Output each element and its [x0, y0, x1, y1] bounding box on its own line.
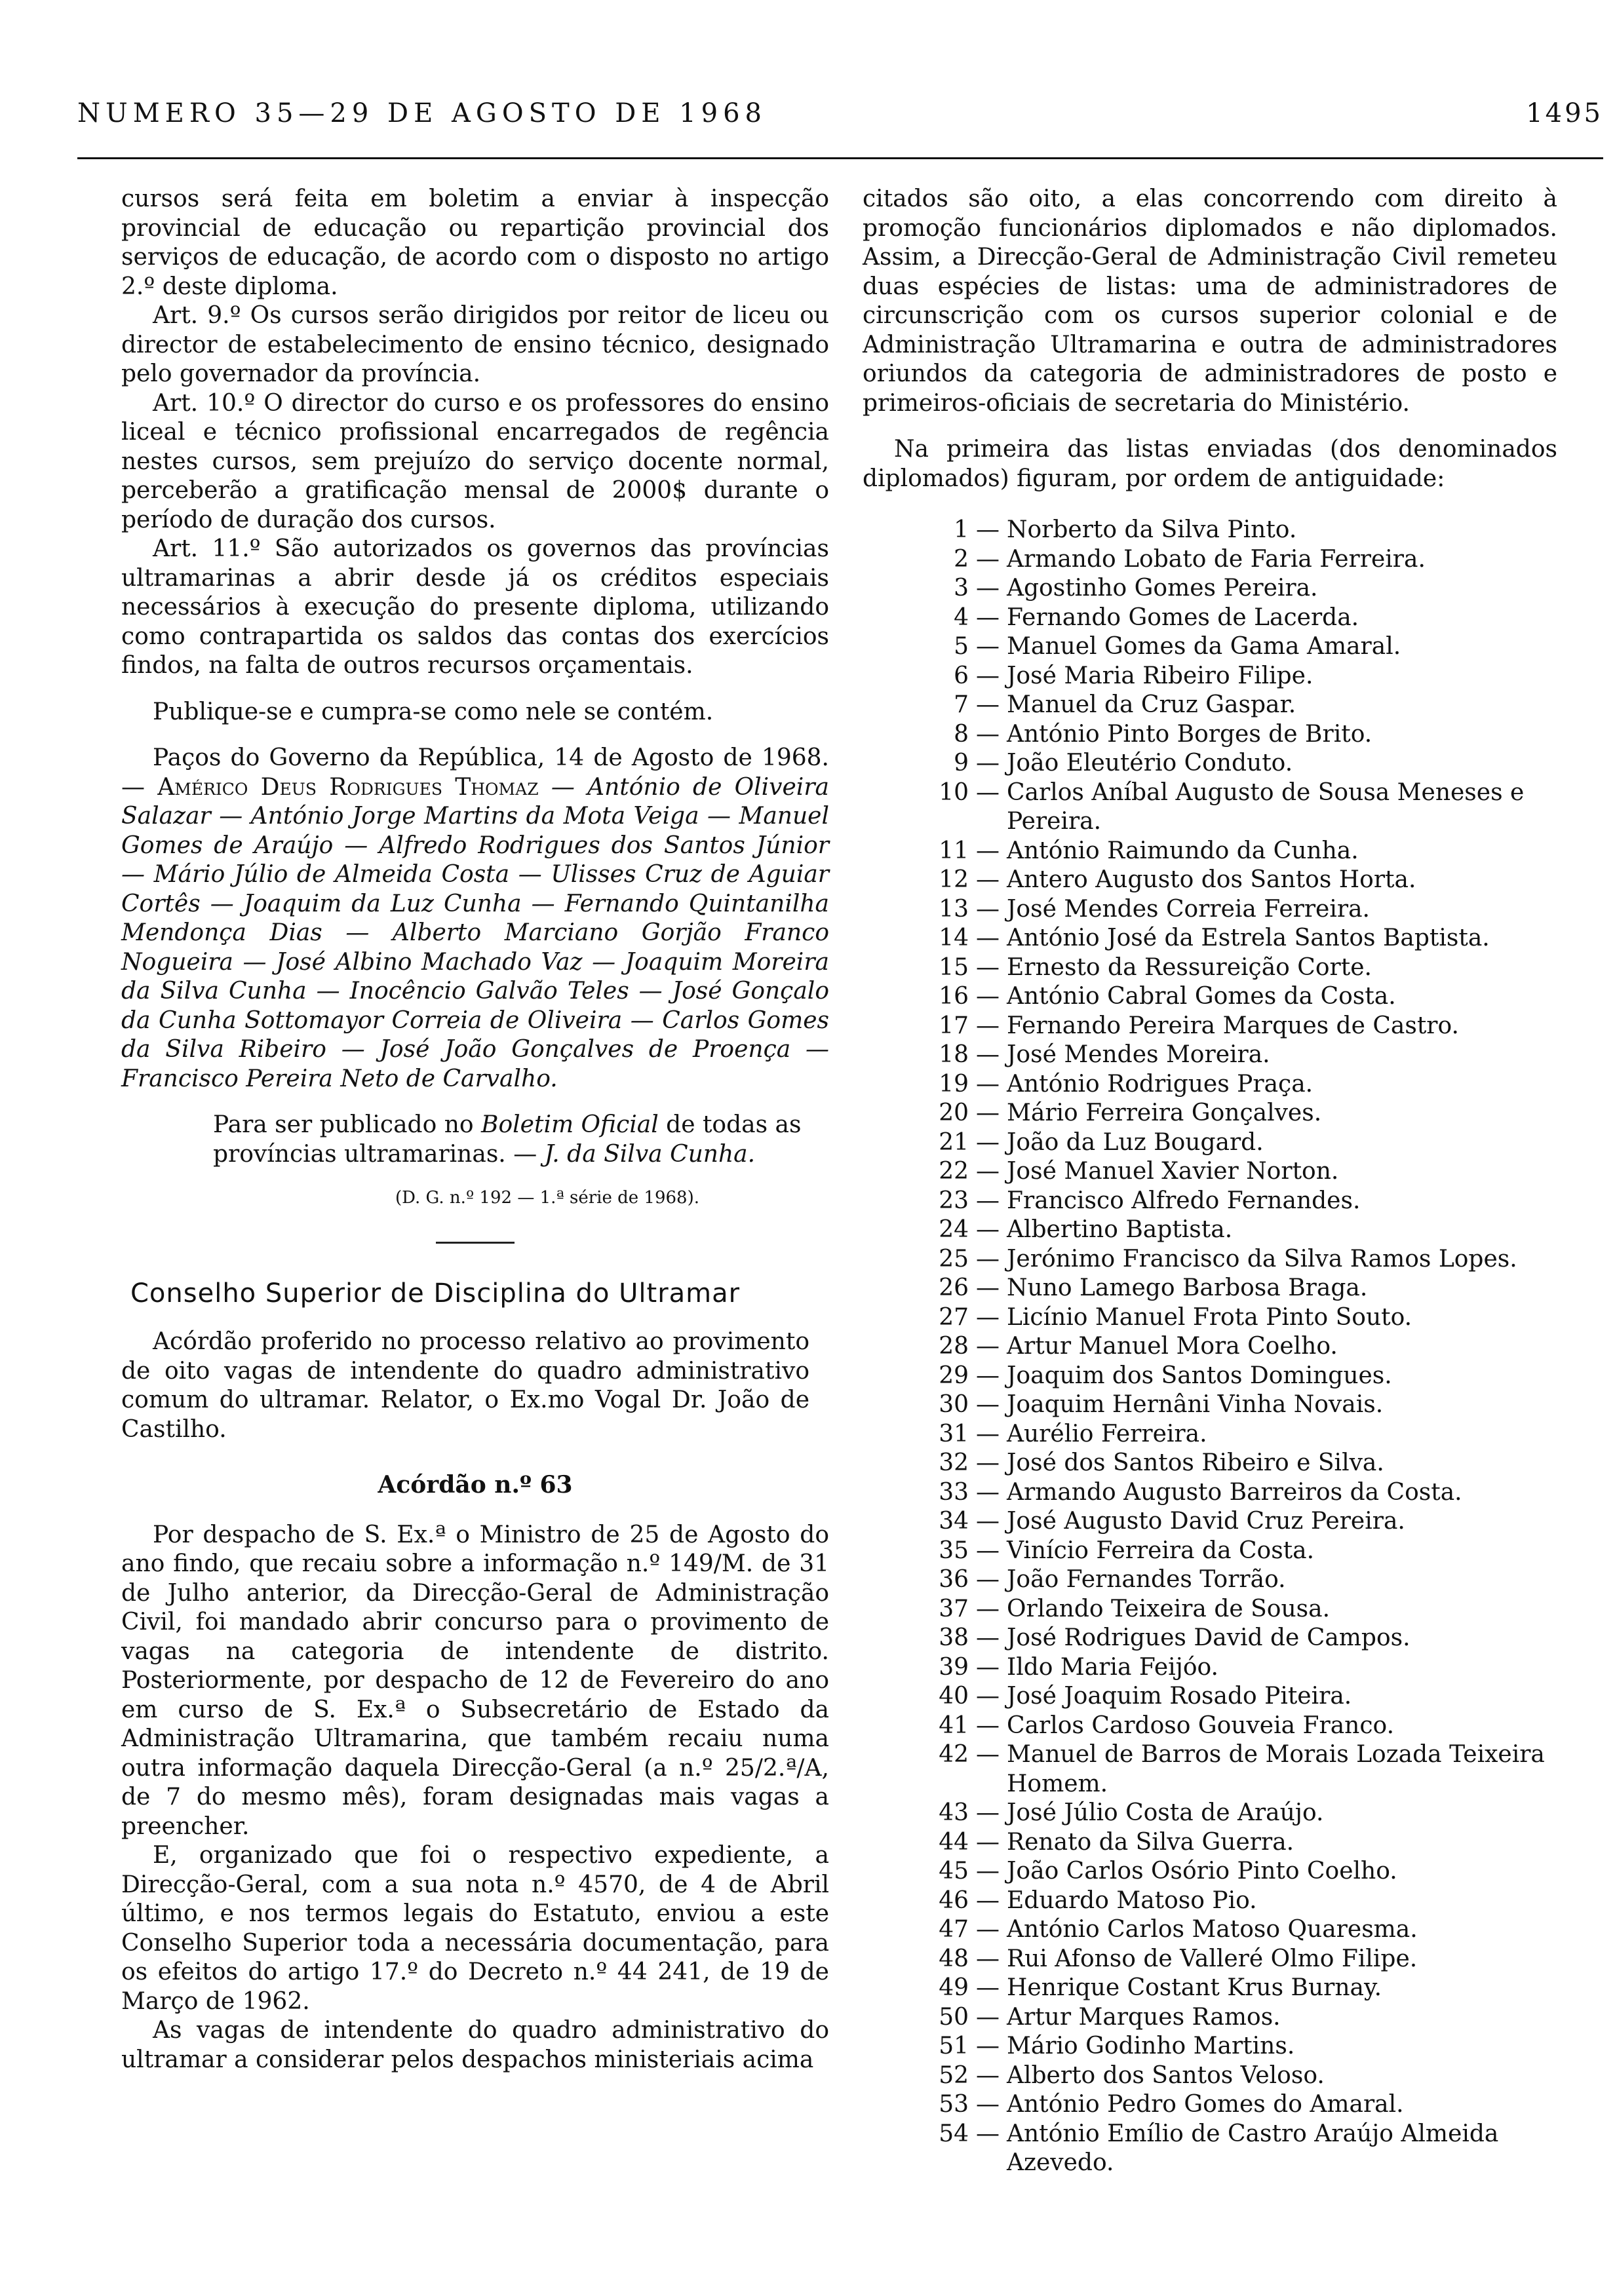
candidate-list — [863, 516, 1557, 2178]
list-item-dash: — — [976, 2061, 1000, 2089]
list-item-name: Joaquim Hernâni Vinha Novais. — [1007, 1391, 1384, 1418]
list-item-name: Licínio Manuel Frota Pinto Souto. — [1007, 1303, 1412, 1331]
list-item-name: Fernando Pereira Marques de Castro. — [1007, 1012, 1459, 1039]
list-item — [928, 632, 1557, 662]
body-paragraph-3: As vagas de intendente do quadro administrativo do ultramar a considerar pelos despachos ministeriais acima — [121, 2017, 829, 2073]
list-item-name: António Pedro Gomes do Amaral. — [1007, 2091, 1404, 2118]
list-item-name: José Mendes Moreira. — [1007, 1041, 1270, 1068]
list-item-number: 37 — [939, 1595, 969, 1622]
list-item-dash: — — [976, 1041, 1000, 1068]
list-item-dash: — — [976, 1799, 1000, 1826]
list-item — [928, 953, 1557, 983]
list-item — [928, 516, 1557, 545]
list-item-dash: — — [976, 662, 1000, 689]
list-item-name: José Joaquim Rosado Piteira. — [1007, 1683, 1352, 1710]
publication-signer: J. da Silva Cunha. — [544, 1140, 756, 1168]
signature-block — [121, 744, 829, 1094]
list-item — [928, 545, 1557, 575]
list-item — [928, 1799, 1557, 1828]
list-item-name: António Pinto Borges de Brito. — [1007, 720, 1372, 748]
list-item — [928, 2003, 1557, 2033]
list-item-dash: — — [976, 1420, 1000, 1447]
list-item — [928, 1595, 1557, 1624]
list-item-dash: — — [976, 1683, 1000, 1710]
article-9: Art. 9.º Os cursos serão dirigidos por reitor de liceu ou director de estabelecimento de ensino técnico, designado pelo governador da província. — [121, 302, 829, 387]
list-item-dash: — — [976, 1653, 1000, 1681]
list-item-number: 7 — [954, 691, 969, 718]
signature-president: Américo Deus Rodrigues Thomaz — [157, 773, 539, 801]
source-citation: (D. G. n.º 192 — 1.ª série de 1968). — [395, 1188, 700, 1208]
list-item — [928, 1157, 1557, 1187]
article-10: Art. 10.º O director do curso e os professores do ensino liceal e técnico profissional encarregados de regência nestes cursos, sem prejuízo do serviço docente normal, perceberão a gratificação mensal de 2000$ durante o período de duração dos cursos. — [121, 389, 829, 533]
list-item-dash: — — [976, 691, 1000, 718]
section-divider — [436, 1242, 515, 1248]
list-item-dash: — — [976, 1303, 1000, 1331]
list-item — [928, 749, 1557, 778]
list-item-dash: — — [976, 1945, 1000, 1972]
list-item-number: 17 — [939, 1012, 969, 1039]
list-item-dash: — — [976, 1070, 1000, 1098]
list-item — [928, 1245, 1557, 1274]
list-item — [928, 1857, 1557, 1886]
list-item-name: Ildo Maria Feijóo. — [1007, 1653, 1218, 1681]
list-item — [928, 2061, 1557, 2091]
list-item-name: António Rodrigues Praça. — [1007, 1070, 1313, 1098]
list-item — [928, 1390, 1557, 1420]
list-item-name: Carlos Aníbal Augusto de Sousa Meneses e Pereira. — [1007, 778, 1525, 835]
list-item-name: Orlando Teixeira de Sousa. — [1007, 1595, 1331, 1622]
list-item-dash: — — [976, 1012, 1000, 1039]
list-item-dash: — — [976, 1391, 1000, 1418]
list-item-number: 41 — [939, 1712, 969, 1739]
list-item-name: João Fernandes Torrão. — [1007, 1566, 1286, 1593]
list-item — [928, 691, 1557, 720]
list-item-dash: — — [976, 1886, 1000, 1914]
list-item — [928, 837, 1557, 866]
list-item-dash: — — [976, 983, 1000, 1010]
list-item-number: 43 — [939, 1799, 969, 1826]
list-item-name: Alberto dos Santos Veloso. — [1007, 2061, 1325, 2089]
list-item-name: José Júlio Costa de Araújo. — [1007, 1799, 1324, 1826]
list-item — [928, 1712, 1557, 1741]
list-item-name: Armando Augusto Barreiros da Costa. — [1007, 1478, 1462, 1506]
list-item-name: Manuel de Barros de Morais Lozada Teixeira Homem. — [1007, 1741, 1545, 1797]
list-item-dash: — — [976, 2120, 1000, 2147]
list-item-number: 6 — [954, 662, 969, 689]
list-item-name: António José da Estrela Santos Baptista. — [1007, 925, 1490, 951]
list-item-name: Aurélio Ferreira. — [1007, 1420, 1207, 1447]
list-item — [928, 866, 1557, 895]
list-item-dash: — — [976, 778, 1000, 806]
list-item-number: 46 — [939, 1886, 969, 1914]
list-item-number: 14 — [939, 925, 969, 951]
list-item-dash: — — [976, 1916, 1000, 1943]
list-item — [928, 1945, 1557, 1974]
list-item-number: 45 — [939, 1858, 969, 1885]
list-item-number: 23 — [939, 1187, 969, 1214]
case-summary: Acórdão proferido no processo relativo ao provimento de oito vagas de intendente do quadro administrativo comum do ultramar. Relator, o Ex.mo Vogal Dr. João de Castilho. — [121, 1328, 809, 1443]
paragraph: cursos será feita em boletim a enviar à inspecção provincial de educação ou repartição provincial dos serviços de educação, de acordo com o disposto no artigo 2.º deste diploma. — [121, 185, 829, 300]
list-item-number: 47 — [939, 1916, 969, 1943]
list-item-dash: — — [976, 1187, 1000, 1214]
list-item-dash: — — [976, 1216, 1000, 1243]
list-item-number: 35 — [939, 1537, 969, 1564]
list-item-dash: — — [976, 1158, 1000, 1185]
list-item — [928, 1012, 1557, 1041]
list-item-name: Antero Augusto dos Santos Horta. — [1007, 866, 1416, 893]
list-item-number: 22 — [939, 1158, 969, 1185]
publish-clause: Publique-se e cumpra-se como nele se contém. — [153, 698, 714, 725]
list-item-number: 2 — [954, 545, 969, 573]
list-item-name: Artur Marques Ramos. — [1007, 2003, 1281, 2031]
list-item-number: 3 — [954, 575, 969, 602]
list-item-dash: — — [976, 1333, 1000, 1360]
list-item-name: Artur Manuel Mora Coelho. — [1007, 1333, 1338, 1360]
list-item-dash: — — [976, 2091, 1000, 2118]
list-item — [928, 1682, 1557, 1712]
issue-line: NUMERO 35—29 DE AGOSTO DE 1968 — [77, 98, 767, 128]
list-item-dash: — — [976, 1858, 1000, 1885]
acordao-title: Acórdão n.º 63 — [378, 1471, 573, 1499]
list-item-number: 48 — [939, 1945, 969, 1972]
list-item-dash: — — [976, 837, 1000, 864]
list-item — [928, 1332, 1557, 1362]
list-item-name: António Cabral Gomes da Costa. — [1007, 983, 1396, 1010]
list-item-number: 4 — [954, 603, 969, 631]
list-item-name: Ernesto da Ressureição Corte. — [1007, 953, 1372, 981]
list-item-dash: — — [976, 1508, 1000, 1535]
list-item-number: 28 — [939, 1333, 969, 1360]
list-item-name: Fernando Gomes de Lacerda. — [1007, 603, 1359, 631]
list-item-name: Rui Afonso de Valleré Olmo Filipe. — [1007, 1945, 1418, 1972]
list-item-number: 16 — [939, 983, 969, 1010]
list-item-number: 21 — [939, 1128, 969, 1156]
list-item-dash: — — [976, 575, 1000, 602]
list-item-number: 31 — [939, 1420, 969, 1447]
list-item-number: 34 — [939, 1508, 969, 1535]
list-item — [928, 662, 1557, 691]
list-item-name: José dos Santos Ribeiro e Silva. — [1007, 1449, 1384, 1476]
list-item-dash: — — [976, 545, 1000, 573]
list-item-number: 53 — [939, 2091, 969, 2118]
list-item — [928, 2120, 1557, 2178]
list-item-name: Norberto da Silva Pinto. — [1007, 516, 1297, 543]
list-item — [928, 1099, 1557, 1128]
publication-suffix: de todas as províncias ultramarinas. — — [213, 1111, 802, 1168]
list-item-dash: — — [976, 1595, 1000, 1622]
list-item-number: 44 — [939, 1828, 969, 1856]
list-item — [928, 1828, 1557, 1858]
publication-prefix: Para ser publicado no — [213, 1111, 474, 1138]
list-item — [928, 1478, 1557, 1508]
list-item-name: Jerónimo Francisco da Silva Ramos Lopes. — [1007, 1245, 1517, 1272]
list-intro: Na primeira das listas enviadas (dos denominados diplomados) figuram, por ordem de antiguidade: — [863, 436, 1557, 492]
list-item-dash: — — [976, 1537, 1000, 1564]
list-item — [928, 1362, 1557, 1391]
list-item-number: 29 — [939, 1362, 969, 1389]
list-item — [928, 1653, 1557, 1683]
list-item — [928, 1740, 1557, 1799]
list-item-name: Mário Ferreira Gonçalves. — [1007, 1100, 1322, 1126]
list-item-name: João da Luz Bougard. — [1007, 1128, 1264, 1156]
list-item — [928, 1274, 1557, 1303]
list-item-dash: — — [976, 866, 1000, 893]
list-item-dash: — — [976, 1128, 1000, 1156]
continuation-paragraph: citados são oito, a elas concorrendo com direito à promoção funcionários diplomados e não diplomados. Assim, a Direcção-Geral de Administração Civil remeteu duas espécies de listas: uma de administradores de circunscrição com os cursos superior colonial e de Administração Ultramarina e outra de administradores oriundos da categoria de administradores de posto e primeiros-oficiais de secretaria do Ministério. — [863, 185, 1557, 417]
list-item-number: 40 — [939, 1683, 969, 1710]
list-item — [928, 1449, 1557, 1478]
list-item — [928, 982, 1557, 1012]
list-item-number: 10 — [939, 778, 969, 806]
list-item-name: Henrique Costant Krus Burnay. — [1007, 1974, 1382, 2001]
list-item-name: António Carlos Matoso Quaresma. — [1007, 1916, 1418, 1943]
list-item — [928, 1215, 1557, 1245]
list-item-dash: — — [976, 633, 1000, 660]
list-item-name: Eduardo Matoso Pio. — [1007, 1886, 1257, 1914]
list-item-number: 12 — [939, 866, 969, 893]
list-item-number: 11 — [939, 837, 969, 864]
list-item-dash: — — [976, 1566, 1000, 1593]
list-item-number: 32 — [939, 1449, 969, 1476]
list-item-dash: — — [976, 750, 1000, 776]
publication-journal: Boletim Oficial — [481, 1111, 659, 1138]
list-item-dash: — — [976, 1974, 1000, 2001]
list-item-number: 19 — [939, 1070, 969, 1098]
list-item — [928, 2090, 1557, 2120]
list-item — [928, 778, 1557, 837]
list-item-dash: — — [976, 1245, 1000, 1272]
section-title: Conselho Superior de Disciplina do Ultramar — [130, 1278, 741, 1309]
list-item-name: Joaquim dos Santos Domingues. — [1007, 1362, 1392, 1389]
list-item-number: 27 — [939, 1303, 969, 1331]
list-item-number: 51 — [939, 2033, 969, 2059]
list-item-name: Agostinho Gomes Pereira. — [1007, 575, 1318, 602]
list-item-dash: — — [976, 925, 1000, 951]
list-item-name: Albertino Baptista. — [1007, 1216, 1233, 1243]
list-item-dash: — — [976, 1712, 1000, 1739]
list-item-number: 49 — [939, 1974, 969, 2001]
list-item — [928, 1537, 1557, 1566]
list-item-name: Manuel da Cruz Gaspar. — [1007, 691, 1296, 718]
list-item-dash: — — [976, 1100, 1000, 1126]
list-item — [928, 1624, 1557, 1653]
list-item-name: Francisco Alfredo Fernandes. — [1007, 1187, 1361, 1214]
list-item-number: 24 — [939, 1216, 969, 1243]
list-item-number: 52 — [939, 2061, 969, 2089]
left-column — [121, 185, 829, 2075]
list-item-number: 42 — [939, 1741, 969, 1768]
list-item-name: Nuno Lamego Barbosa Braga. — [1007, 1274, 1368, 1301]
list-item — [928, 1507, 1557, 1537]
list-item — [928, 1886, 1557, 1916]
list-item — [928, 2032, 1557, 2061]
list-item — [928, 1303, 1557, 1333]
body-paragraph-1: Por despacho de S. Ex.ª o Ministro de 25 de Agosto do ano findo, que recaiu sobre a informação n.º 149/M. de 31 de Julho anterior, da Direcção-Geral de Administração Civil, foi mandado abrir concurso para o provimento de vagas na categoria de intendente de distrito. Posteriormente, por despacho de 12 de Fevereiro do ano em curso de S. Ex.ª o Subsecretário de Estado da Administração Ultramarina, que também recaiu numa outra informação daquela Direcção-Geral (a n.º 25/2.ª/A, de 7 do mesmo mês), foram designadas mais vagas a preencher. — [121, 1521, 829, 1840]
list-item — [928, 1565, 1557, 1595]
list-item-number: 15 — [939, 953, 969, 981]
list-item-dash: — — [976, 1362, 1000, 1389]
list-item-dash: — — [976, 2033, 1000, 2059]
list-item-name: Carlos Cardoso Gouveia Franco. — [1007, 1712, 1395, 1739]
list-item-number: 39 — [939, 1653, 969, 1681]
list-item — [928, 1420, 1557, 1449]
list-item-dash: — — [976, 895, 1000, 923]
list-item-dash: — — [976, 1478, 1000, 1506]
list-item-name: João Eleutério Conduto. — [1007, 750, 1293, 776]
list-item-name: António Emílio de Castro Araújo Almeida Azevedo. — [1007, 2120, 1499, 2176]
list-item-number: 20 — [939, 1100, 969, 1126]
list-item — [928, 1128, 1557, 1158]
page-number: 1495 — [1526, 98, 1603, 128]
list-item — [928, 1041, 1557, 1070]
right-column — [863, 185, 1557, 2178]
list-item-name: José Mendes Correia Ferreira. — [1007, 895, 1370, 923]
list-item-dash: — — [976, 953, 1000, 981]
list-item-name: Vinício Ferreira da Costa. — [1007, 1537, 1315, 1564]
list-item-number: 26 — [939, 1274, 969, 1301]
list-item-dash: — — [976, 1828, 1000, 1856]
list-item-name: José Rodrigues David de Campos. — [1007, 1624, 1411, 1651]
list-item-name: João Carlos Osório Pinto Coelho. — [1007, 1858, 1397, 1885]
list-item — [928, 574, 1557, 603]
list-item-number: 36 — [939, 1566, 969, 1593]
list-item-dash: — — [976, 2003, 1000, 2031]
list-item-name: José Augusto David Cruz Pereira. — [1007, 1508, 1405, 1535]
list-item-dash: — — [976, 603, 1000, 631]
list-item — [928, 720, 1557, 750]
article-11: Art. 11.º São autorizados os governos das províncias ultramarinas a abrir desde já os créditos especiais necessários à execução do presente diploma, utilizando como contrapartida os saldos das contas dos exercícios findos, na falta de outros recursos orçamentais. — [121, 535, 829, 679]
list-item — [928, 1070, 1557, 1100]
list-item-number: 5 — [954, 633, 969, 660]
list-item-name: José Manuel Xavier Norton. — [1007, 1158, 1339, 1185]
list-item-dash: — — [976, 1449, 1000, 1476]
publication-note — [121, 1111, 829, 1169]
list-item-dash: — — [976, 720, 1000, 748]
signature-names: — António de Oliveira Salazar — António Jorge Martins da Mota Veiga — Manuel Gomes de Araújo — Alfredo Rodrigues dos Santos Júnior — Mário Júlio de Almeida Costa — Ulisses Cruz de Aguiar Cortês — Joaquim da Luz Cunha — Fernando Quintanilha Mendonça Dias — Alberto Marciano Gorjão Franco Nogueira — José Albino Machado Vaz — Joaquim Moreira da Silva Cunha — Inocêncio Galvão Teles — José Gonçalo da Cunha Sottomayor Correia de Oliveira — Carlos Gomes da Silva Ribeiro — José João Gonçalves de Proença — Francisco Pereira Neto de Carvalho. — [121, 773, 829, 1092]
list-item-number: 38 — [939, 1624, 969, 1651]
list-item-number: 33 — [939, 1478, 969, 1506]
list-item-dash: — — [976, 516, 1000, 543]
list-item — [928, 1974, 1557, 2003]
list-item-dash: — — [976, 1624, 1000, 1651]
list-item-number: 1 — [954, 516, 969, 543]
signature-intro: Paços do Governo da República, 14 de Agosto de 1968. — — [121, 744, 829, 801]
list-item — [928, 1915, 1557, 1945]
list-item — [928, 603, 1557, 633]
list-item-name: José Maria Ribeiro Filipe. — [1007, 662, 1313, 689]
list-item-name: Renato da Silva Guerra. — [1007, 1828, 1294, 1856]
list-item-name: Armando Lobato de Faria Ferreira. — [1007, 545, 1426, 573]
list-item-number: 9 — [954, 750, 969, 776]
list-item-number: 30 — [939, 1391, 969, 1418]
list-item-number: 25 — [939, 1245, 969, 1272]
list-item-number: 50 — [939, 2003, 969, 2031]
list-item-number: 13 — [939, 895, 969, 923]
list-item-name: Manuel Gomes da Gama Amaral. — [1007, 633, 1401, 660]
body-paragraph-2: E, organizado que foi o respectivo expediente, a Direcção-Geral, com a sua nota n.º 4570, de 4 de Abril último, e nos termos legais do Estatuto, enviou a este Conselho Superior toda a necessária documentação, para os efeitos do artigo 17.º do Decreto n.º 44 241, de 19 de Março de 1962. — [121, 1842, 829, 2015]
list-item-dash: — — [976, 1274, 1000, 1301]
list-item — [928, 924, 1557, 953]
list-item-name: Mário Godinho Martins. — [1007, 2033, 1295, 2059]
page-header — [77, 98, 1603, 159]
list-item-number: 18 — [939, 1041, 969, 1068]
list-item — [928, 1187, 1557, 1216]
list-item-number: 8 — [954, 720, 969, 748]
list-item-name: António Raimundo da Cunha. — [1007, 837, 1359, 864]
list-item — [928, 895, 1557, 925]
list-item-dash: — — [976, 1741, 1000, 1768]
list-item-number: 54 — [939, 2120, 969, 2147]
